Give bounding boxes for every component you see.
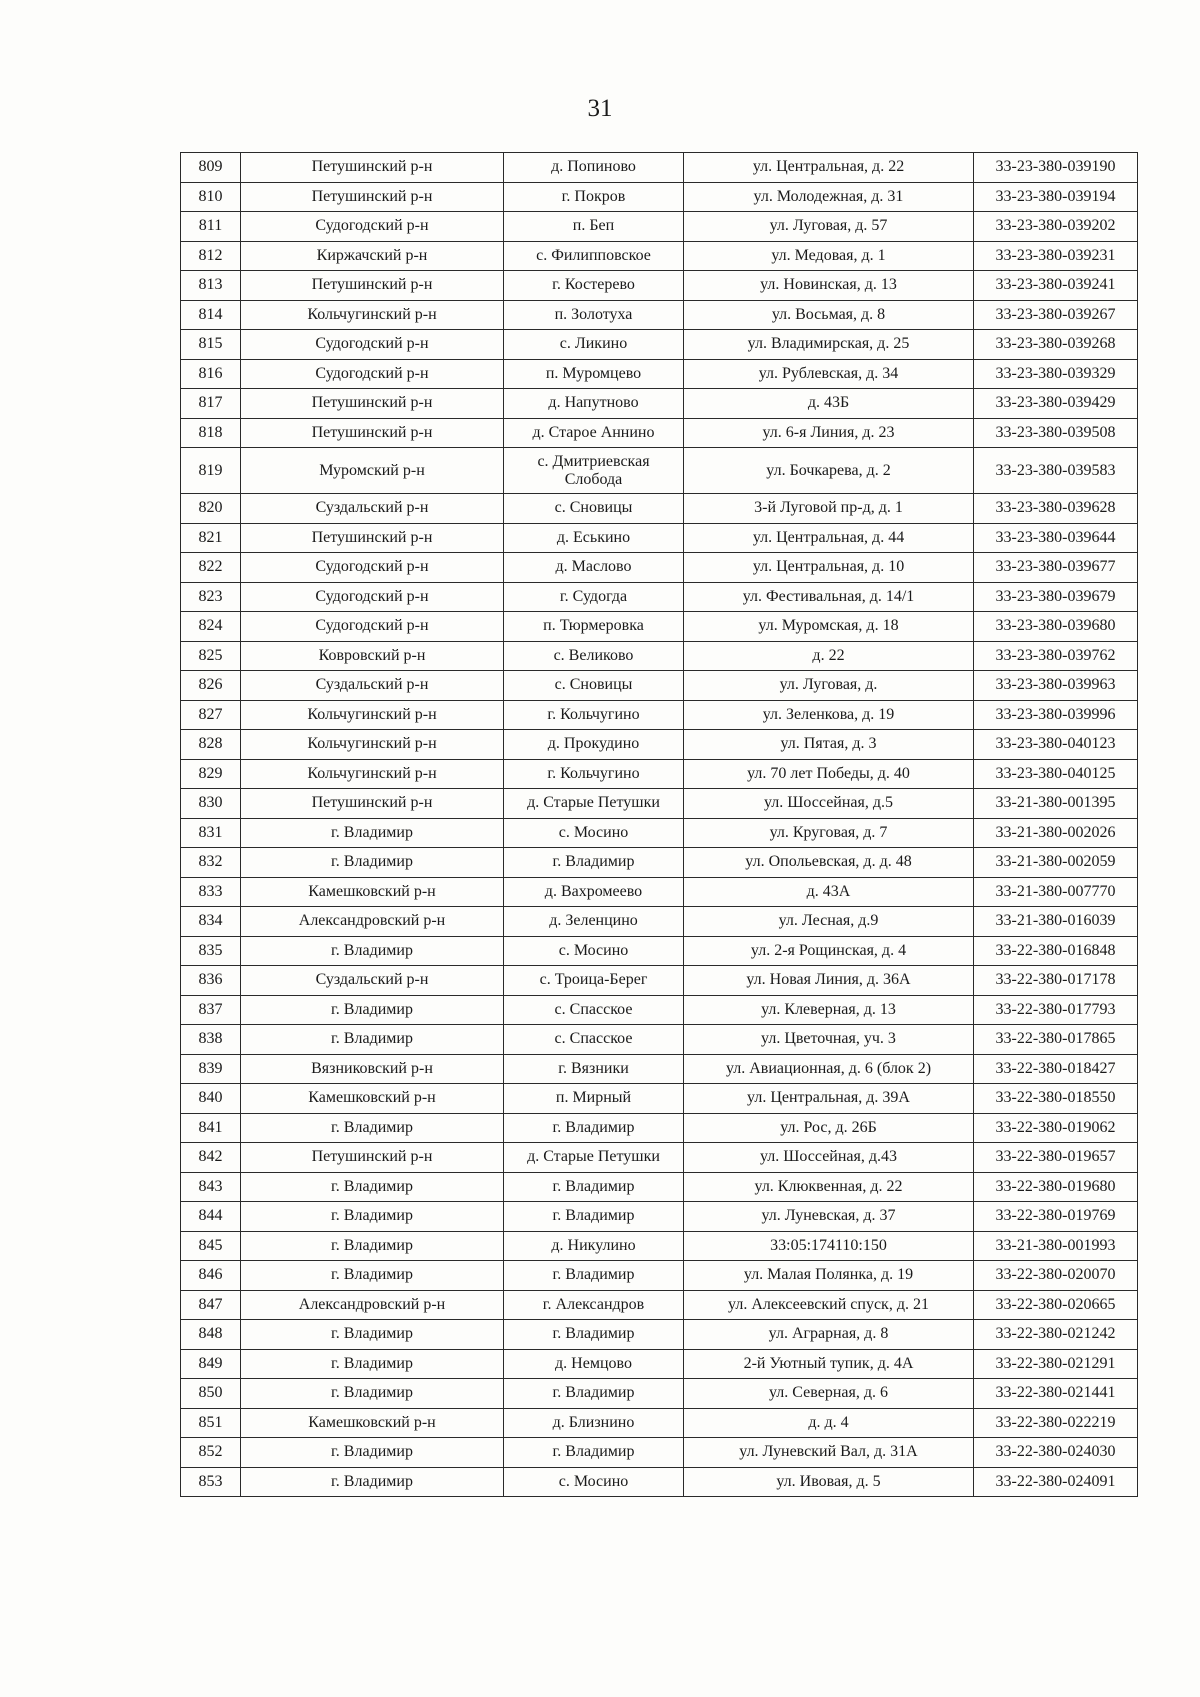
cadastral-code-cell: 33-23-380-039583	[974, 448, 1138, 494]
address-cell: ул. Малая Полянка, д. 19	[684, 1261, 974, 1291]
locality-cell: г. Покров	[504, 182, 684, 212]
table-row	[181, 494, 1138, 524]
row-number-cell: 825	[181, 641, 241, 671]
row-number-cell: 836	[181, 966, 241, 996]
cadastral-code-cell: 33-22-380-021242	[974, 1320, 1138, 1350]
district-cell: Петушинский р-н	[241, 153, 504, 183]
table-row	[181, 700, 1138, 730]
address-cell: 2-й Уютный тупик, д. 4А	[684, 1349, 974, 1379]
address-cell: ул. Клюквенная, д. 22	[684, 1172, 974, 1202]
district-cell: Судогодский р-н	[241, 582, 504, 612]
district-cell: Суздальский р-н	[241, 966, 504, 996]
locality-cell: п. Беп	[504, 212, 684, 242]
address-cell: ул. Молодежная, д. 31	[684, 182, 974, 212]
address-cell: ул. Луневская, д. 37	[684, 1202, 974, 1232]
cadastral-code-cell: 33-23-380-039231	[974, 241, 1138, 271]
district-cell: г. Владимир	[241, 1320, 504, 1350]
district-cell: г. Владимир	[241, 1379, 504, 1409]
address-cell: д. 22	[684, 641, 974, 671]
row-number-cell: 824	[181, 612, 241, 642]
table-row	[181, 523, 1138, 553]
locality-cell: г. Владимир	[504, 1113, 684, 1143]
row-number-cell: 822	[181, 553, 241, 583]
cadastral-code-cell: 33-21-380-002059	[974, 848, 1138, 878]
table-row	[181, 671, 1138, 701]
cadastral-code-cell: 33-23-380-039644	[974, 523, 1138, 553]
address-cell: д. 43А	[684, 877, 974, 907]
district-cell: Кольчугинский р-н	[241, 700, 504, 730]
cadastral-code-cell: 33-21-380-007770	[974, 877, 1138, 907]
address-cell: ул. Центральная, д. 22	[684, 153, 974, 183]
cadastral-code-cell: 33-21-380-001993	[974, 1231, 1138, 1261]
table-row	[181, 389, 1138, 419]
address-cell: ул. Алексеевский спуск, д. 21	[684, 1290, 974, 1320]
table-row	[181, 1113, 1138, 1143]
cadastral-code-cell: 33-22-380-024091	[974, 1467, 1138, 1497]
table-row	[181, 418, 1138, 448]
row-number-cell: 847	[181, 1290, 241, 1320]
table-row	[181, 995, 1138, 1025]
row-number-cell: 848	[181, 1320, 241, 1350]
district-cell: Петушинский р-н	[241, 389, 504, 419]
row-number-cell: 827	[181, 700, 241, 730]
cadastral-code-cell: 33-23-380-039267	[974, 300, 1138, 330]
table-row	[181, 641, 1138, 671]
address-cell: д. д. 4	[684, 1408, 974, 1438]
locality-cell: г. Владимир	[504, 848, 684, 878]
cadastral-code-cell: 33-22-380-018550	[974, 1084, 1138, 1114]
cadastral-code-cell: 33-23-380-039677	[974, 553, 1138, 583]
cadastral-code-cell: 33-22-380-018427	[974, 1054, 1138, 1084]
table-row	[181, 966, 1138, 996]
address-cell: ул. Новая Линия, д. 36А	[684, 966, 974, 996]
row-number-cell: 818	[181, 418, 241, 448]
table-row	[181, 1025, 1138, 1055]
table-row	[181, 1084, 1138, 1114]
district-cell: Александровский р-н	[241, 907, 504, 937]
address-cell: ул. Центральная, д. 10	[684, 553, 974, 583]
district-cell: Муромский р-н	[241, 448, 504, 494]
table-row	[181, 1379, 1138, 1409]
cadastral-code-cell: 33-22-380-016848	[974, 936, 1138, 966]
locality-cell: г. Владимир	[504, 1202, 684, 1232]
address-cell: ул. Центральная, д. 39А	[684, 1084, 974, 1114]
cadastral-code-cell: 33-23-380-039429	[974, 389, 1138, 419]
row-number-cell: 829	[181, 759, 241, 789]
registry-table-container	[180, 152, 1137, 1497]
row-number-cell: 814	[181, 300, 241, 330]
cadastral-code-cell: 33-23-380-040125	[974, 759, 1138, 789]
row-number-cell: 809	[181, 153, 241, 183]
district-cell: г. Владимир	[241, 1113, 504, 1143]
row-number-cell: 834	[181, 907, 241, 937]
cadastral-code-cell: 33-22-380-020665	[974, 1290, 1138, 1320]
district-cell: Кольчугинский р-н	[241, 730, 504, 760]
locality-cell: с. Дмитриевская Слобода	[504, 448, 684, 494]
address-cell: ул. Луговая, д.	[684, 671, 974, 701]
locality-cell: г. Владимир	[504, 1379, 684, 1409]
locality-cell: г. Владимир	[504, 1438, 684, 1468]
district-cell: Судогодский р-н	[241, 330, 504, 360]
district-cell: Киржачский р-н	[241, 241, 504, 271]
cadastral-code-cell: 33-22-380-022219	[974, 1408, 1138, 1438]
locality-cell: г. Судогда	[504, 582, 684, 612]
district-cell: Петушинский р-н	[241, 182, 504, 212]
address-cell: ул. 2-я Рощинская, д. 4	[684, 936, 974, 966]
table-row	[181, 789, 1138, 819]
address-cell: ул. Медовая, д. 1	[684, 241, 974, 271]
locality-cell: д. Зеленцино	[504, 907, 684, 937]
row-number-cell: 817	[181, 389, 241, 419]
row-number-cell: 840	[181, 1084, 241, 1114]
locality-cell: г. Владимир	[504, 1172, 684, 1202]
locality-cell: г. Владимир	[504, 1320, 684, 1350]
locality-cell: п. Муромцево	[504, 359, 684, 389]
table-row	[181, 271, 1138, 301]
row-number-cell: 819	[181, 448, 241, 494]
cadastral-code-cell: 33-23-380-039194	[974, 182, 1138, 212]
address-cell: ул. Круговая, д. 7	[684, 818, 974, 848]
locality-cell: д. Старые Петушки	[504, 789, 684, 819]
locality-cell: г. Кольчугино	[504, 700, 684, 730]
row-number-cell: 846	[181, 1261, 241, 1291]
district-cell: г. Владимир	[241, 1261, 504, 1291]
row-number-cell: 811	[181, 212, 241, 242]
district-cell: Суздальский р-н	[241, 494, 504, 524]
address-cell: ул. Луговая, д. 57	[684, 212, 974, 242]
district-cell: Ковровский р-н	[241, 641, 504, 671]
locality-cell: с. Спасское	[504, 1025, 684, 1055]
table-row	[181, 759, 1138, 789]
cadastral-code-cell: 33-21-380-001395	[974, 789, 1138, 819]
cadastral-code-cell: 33-23-380-040123	[974, 730, 1138, 760]
row-number-cell: 810	[181, 182, 241, 212]
district-cell: г. Владимир	[241, 848, 504, 878]
row-number-cell: 815	[181, 330, 241, 360]
cadastral-code-cell: 33-23-380-039508	[974, 418, 1138, 448]
table-row	[181, 1290, 1138, 1320]
row-number-cell: 850	[181, 1379, 241, 1409]
table-row	[181, 1261, 1138, 1291]
district-cell: Александровский р-н	[241, 1290, 504, 1320]
locality-cell: д. Напутново	[504, 389, 684, 419]
district-cell: Камешковский р-н	[241, 877, 504, 907]
locality-cell: д. Немцово	[504, 1349, 684, 1379]
cadastral-code-cell: 33-23-380-039762	[974, 641, 1138, 671]
row-number-cell: 831	[181, 818, 241, 848]
locality-cell: с. Троица-Берег	[504, 966, 684, 996]
district-cell: Кольчугинский р-н	[241, 300, 504, 330]
table-row	[181, 848, 1138, 878]
cadastral-code-cell: 33-23-380-039679	[974, 582, 1138, 612]
table-row	[181, 1349, 1138, 1379]
cadastral-code-cell: 33-22-380-020070	[974, 1261, 1138, 1291]
row-number-cell: 839	[181, 1054, 241, 1084]
row-number-cell: 838	[181, 1025, 241, 1055]
table-row	[181, 448, 1138, 494]
locality-cell: д. Никулино	[504, 1231, 684, 1261]
locality-cell: с. Великово	[504, 641, 684, 671]
address-cell: ул. Луневский Вал, д. 31А	[684, 1438, 974, 1468]
district-cell: г. Владимир	[241, 818, 504, 848]
locality-cell: п. Мирный	[504, 1084, 684, 1114]
locality-cell: п. Золотуха	[504, 300, 684, 330]
cadastral-code-cell: 33-23-380-039628	[974, 494, 1138, 524]
district-cell: г. Владимир	[241, 1438, 504, 1468]
district-cell: Петушинский р-н	[241, 271, 504, 301]
locality-cell: д. Еськино	[504, 523, 684, 553]
row-number-cell: 816	[181, 359, 241, 389]
row-number-cell: 851	[181, 1408, 241, 1438]
row-number-cell: 823	[181, 582, 241, 612]
district-cell: г. Владимир	[241, 1231, 504, 1261]
cadastral-code-cell: 33-22-380-017865	[974, 1025, 1138, 1055]
district-cell: Петушинский р-н	[241, 789, 504, 819]
locality-cell: с. Мосино	[504, 936, 684, 966]
row-number-cell: 849	[181, 1349, 241, 1379]
cadastral-code-cell: 33-22-380-017178	[974, 966, 1138, 996]
table-row	[181, 359, 1138, 389]
address-cell: ул. Новинская, д. 13	[684, 271, 974, 301]
table-row	[181, 1467, 1138, 1497]
cadastral-code-cell: 33-23-380-039680	[974, 612, 1138, 642]
district-cell: Петушинский р-н	[241, 418, 504, 448]
locality-cell: г. Вязники	[504, 1054, 684, 1084]
cadastral-code-cell: 33-23-380-039241	[974, 271, 1138, 301]
table-row	[181, 330, 1138, 360]
locality-cell: г. Владимир	[504, 1261, 684, 1291]
cadastral-code-cell: 33-23-380-039996	[974, 700, 1138, 730]
locality-cell: г. Александров	[504, 1290, 684, 1320]
table-row	[181, 1438, 1138, 1468]
table-row	[181, 877, 1138, 907]
district-cell: Суздальский р-н	[241, 671, 504, 701]
address-cell: ул. Рублевская, д. 34	[684, 359, 974, 389]
cadastral-code-cell: 33-21-380-002026	[974, 818, 1138, 848]
row-number-cell: 843	[181, 1172, 241, 1202]
locality-cell: д. Попиново	[504, 153, 684, 183]
locality-cell: п. Тюрмеровка	[504, 612, 684, 642]
cadastral-code-cell: 33-23-380-039190	[974, 153, 1138, 183]
address-cell: ул. Шоссейная, д.5	[684, 789, 974, 819]
locality-cell: с. Мосино	[504, 818, 684, 848]
district-cell: г. Владимир	[241, 1172, 504, 1202]
address-cell: ул. Авиационная, д. 6 (блок 2)	[684, 1054, 974, 1084]
table-row	[181, 1143, 1138, 1173]
locality-cell: д. Близнино	[504, 1408, 684, 1438]
address-cell: ул. Владимирская, д. 25	[684, 330, 974, 360]
locality-cell: с. Филипповское	[504, 241, 684, 271]
cadastral-code-cell: 33-21-380-016039	[974, 907, 1138, 937]
row-number-cell: 828	[181, 730, 241, 760]
cadastral-code-cell: 33-23-380-039268	[974, 330, 1138, 360]
district-cell: г. Владимир	[241, 1467, 504, 1497]
row-number-cell: 853	[181, 1467, 241, 1497]
locality-cell: с. Сновицы	[504, 494, 684, 524]
district-cell: Судогодский р-н	[241, 553, 504, 583]
cadastral-code-cell: 33-23-380-039329	[974, 359, 1138, 389]
page-number: 31	[587, 95, 613, 122]
district-cell: Петушинский р-н	[241, 523, 504, 553]
locality-cell: д. Вахромеево	[504, 877, 684, 907]
address-cell: 3-й Луговой пр-д, д. 1	[684, 494, 974, 524]
cadastral-code-cell: 33-23-380-039963	[974, 671, 1138, 701]
address-cell: ул. Шоссейная, д.43	[684, 1143, 974, 1173]
row-number-cell: 812	[181, 241, 241, 271]
address-cell: ул. Бочкарева, д. 2	[684, 448, 974, 494]
address-cell: ул. Муромская, д. 18	[684, 612, 974, 642]
district-cell: г. Владимир	[241, 995, 504, 1025]
district-cell: г. Владимир	[241, 1025, 504, 1055]
address-cell: ул. Цветочная, уч. 3	[684, 1025, 974, 1055]
address-cell: ул. Фестивальная, д. 14/1	[684, 582, 974, 612]
address-cell: ул. 70 лет Победы, д. 40	[684, 759, 974, 789]
district-cell: г. Владимир	[241, 936, 504, 966]
locality-cell: д. Старые Петушки	[504, 1143, 684, 1173]
cadastral-code-cell: 33-22-380-019680	[974, 1172, 1138, 1202]
address-cell: ул. Восьмая, д. 8	[684, 300, 974, 330]
address-cell: 33:05:174110:150	[684, 1231, 974, 1261]
locality-cell: с. Спасское	[504, 995, 684, 1025]
table-row	[181, 1202, 1138, 1232]
table-row	[181, 936, 1138, 966]
locality-cell: г. Костерево	[504, 271, 684, 301]
table-row	[181, 1054, 1138, 1084]
row-number-cell: 844	[181, 1202, 241, 1232]
address-cell: ул. Аграрная, д. 8	[684, 1320, 974, 1350]
row-number-cell: 837	[181, 995, 241, 1025]
cadastral-code-cell: 33-22-380-019769	[974, 1202, 1138, 1232]
district-cell: Судогодский р-н	[241, 612, 504, 642]
locality-cell: д. Старое Аннино	[504, 418, 684, 448]
cadastral-code-cell: 33-23-380-039202	[974, 212, 1138, 242]
address-cell: ул. Пятая, д. 3	[684, 730, 974, 760]
address-cell: ул. Центральная, д. 44	[684, 523, 974, 553]
table-row	[181, 818, 1138, 848]
row-number-cell: 841	[181, 1113, 241, 1143]
district-cell: Судогодский р-н	[241, 359, 504, 389]
district-cell: г. Владимир	[241, 1349, 504, 1379]
locality-cell: с. Ликино	[504, 330, 684, 360]
table-row	[181, 1231, 1138, 1261]
address-cell: д. 43Б	[684, 389, 974, 419]
cadastral-code-cell: 33-22-380-019062	[974, 1113, 1138, 1143]
address-cell: ул. Клеверная, д. 13	[684, 995, 974, 1025]
cadastral-code-cell: 33-22-380-024030	[974, 1438, 1138, 1468]
row-number-cell: 842	[181, 1143, 241, 1173]
row-number-cell: 830	[181, 789, 241, 819]
address-cell: ул. 6-я Линия, д. 23	[684, 418, 974, 448]
cadastral-code-cell: 33-22-380-017793	[974, 995, 1138, 1025]
row-number-cell: 826	[181, 671, 241, 701]
registry-table	[180, 152, 1138, 1497]
row-number-cell: 821	[181, 523, 241, 553]
row-number-cell: 835	[181, 936, 241, 966]
district-cell: г. Владимир	[241, 1202, 504, 1232]
district-cell: Кольчугинский р-н	[241, 759, 504, 789]
table-row	[181, 1172, 1138, 1202]
locality-cell: д. Прокудино	[504, 730, 684, 760]
district-cell: Камешковский р-н	[241, 1084, 504, 1114]
table-row	[181, 907, 1138, 937]
address-cell: ул. Лесная, д.9	[684, 907, 974, 937]
table-row	[181, 553, 1138, 583]
row-number-cell: 845	[181, 1231, 241, 1261]
locality-cell: г. Кольчугино	[504, 759, 684, 789]
cadastral-code-cell: 33-22-380-021291	[974, 1349, 1138, 1379]
row-number-cell: 813	[181, 271, 241, 301]
cadastral-code-cell: 33-22-380-021441	[974, 1379, 1138, 1409]
registry-table-body	[181, 153, 1138, 1497]
table-row	[181, 1320, 1138, 1350]
address-cell: ул. Рос, д. 26Б	[684, 1113, 974, 1143]
table-row	[181, 212, 1138, 242]
district-cell: Петушинский р-н	[241, 1143, 504, 1173]
table-row	[181, 582, 1138, 612]
table-row	[181, 241, 1138, 271]
table-row	[181, 730, 1138, 760]
address-cell: ул. Опольевская, д. д. 48	[684, 848, 974, 878]
row-number-cell: 852	[181, 1438, 241, 1468]
district-cell: Вязниковский р-н	[241, 1054, 504, 1084]
locality-cell: с. Сновицы	[504, 671, 684, 701]
table-row	[181, 300, 1138, 330]
address-cell: ул. Ивовая, д. 5	[684, 1467, 974, 1497]
address-cell: ул. Северная, д. 6	[684, 1379, 974, 1409]
district-cell: Камешковский р-н	[241, 1408, 504, 1438]
address-cell: ул. Зеленкова, д. 19	[684, 700, 974, 730]
table-row	[181, 612, 1138, 642]
locality-cell: с. Мосино	[504, 1467, 684, 1497]
table-row	[181, 1408, 1138, 1438]
locality-cell: д. Маслово	[504, 553, 684, 583]
row-number-cell: 833	[181, 877, 241, 907]
row-number-cell: 820	[181, 494, 241, 524]
table-row	[181, 182, 1138, 212]
district-cell: Судогодский р-н	[241, 212, 504, 242]
cadastral-code-cell: 33-22-380-019657	[974, 1143, 1138, 1173]
table-row	[181, 153, 1138, 183]
row-number-cell: 832	[181, 848, 241, 878]
